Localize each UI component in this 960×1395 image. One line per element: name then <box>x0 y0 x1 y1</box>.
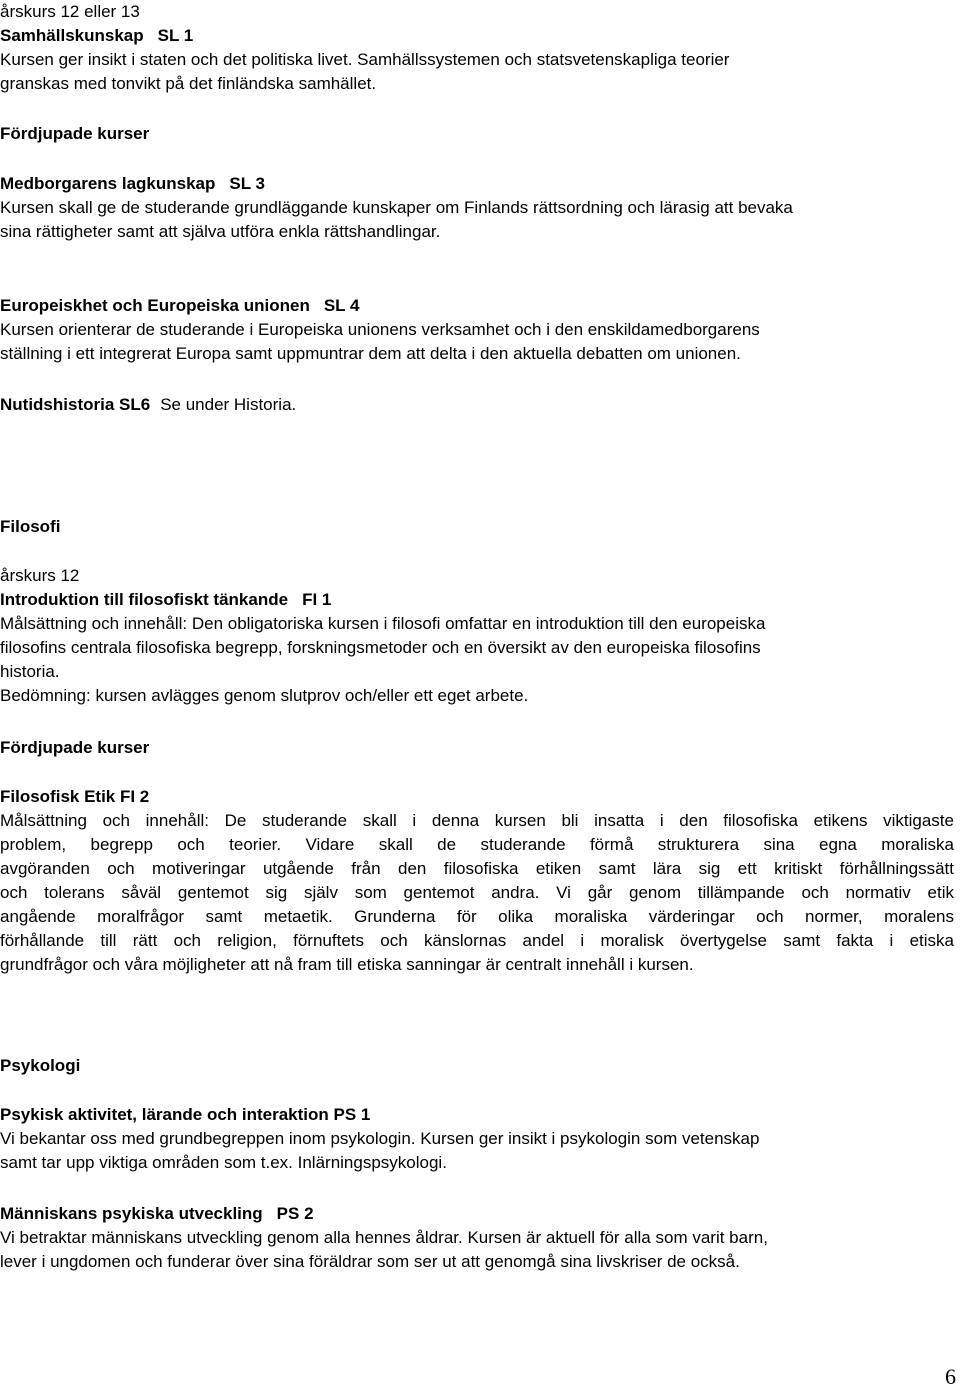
course-title: Medborgarens lagkunskap <box>0 174 216 193</box>
description-line: grundfrågor och våra möjligheter att nå fram till etiska sanningar är centralt innehåll i kursen. <box>0 955 694 974</box>
course-title: Introduktion till filosofiskt tänkande <box>0 590 289 609</box>
samhallskunskap-section <box>0 0 956 96</box>
course-description <box>0 809 956 977</box>
course-filosofisk-etik <box>0 785 956 977</box>
section-heading: Psykologi <box>0 1056 81 1075</box>
course-heading <box>0 172 956 196</box>
course-title: Människans psykiska utveckling <box>0 1204 263 1223</box>
course-description: Kursen skall ge de studerande grundläggande kunskaper om Finlands rättsordning och lärasig att bevaka <box>0 198 793 217</box>
course-nutidshistoria <box>0 393 956 417</box>
course-description: ställning i ett integrerat Europa samt uppmuntrar dem att delta i den aktuella debatten om unionen. <box>0 344 741 363</box>
course-heading <box>0 294 956 318</box>
grade-label: årskurs 12 eller 13 <box>0 2 140 21</box>
course-code: SL 3 <box>229 174 265 193</box>
description-line: avgöranden och motiveringar utgående från den filosofiska etiken samt lära sig ett kritiskt förhållningssätt <box>0 859 954 878</box>
course-description: Vi bekantar oss med grundbegreppen inom psykologin. Kursen ger insikt i psykologin som vetenskap <box>0 1129 760 1148</box>
course-description: lever i ungdomen och funderar över sina föräldrar som ser ut att genomgå sina livskriser de också. <box>0 1252 740 1271</box>
course-europeiskhet <box>0 294 956 366</box>
course-psykisk-aktivitet <box>0 1103 956 1175</box>
course-title: Psykisk aktivitet, lärande och interaktion PS 1 <box>0 1105 371 1124</box>
course-code: SL 4 <box>323 296 360 315</box>
section-heading: Fördjupade kurser <box>0 124 150 143</box>
course-description: samt tar upp viktiga områden som t.ex. Inlärningspsykologi. <box>0 1153 447 1172</box>
grade-label: årskurs 12 <box>0 566 80 585</box>
section-heading: Filosofi <box>0 517 61 536</box>
course-description: sina rättigheter samt att själva utföra enkla rättshandlingar. <box>0 222 441 241</box>
course-psykiska-utveckling <box>0 1202 956 1274</box>
page-number: 6 <box>945 1364 956 1389</box>
description-line: problem, begrepp och teorier. Vidare skall de studerande förmå strukturera sina egna moraliska <box>0 835 954 854</box>
course-code: SL 1 <box>157 26 194 45</box>
course-medborgarens-lagkunskap <box>0 172 956 244</box>
course-title: Europeiskhet och Europeiska unionen <box>0 296 310 315</box>
course-assessment: Bedömning: kursen avlägges genom slutprov och/eller ett eget arbete. <box>0 686 529 705</box>
course-description: Vi betraktar människans utveckling genom alla hennes åldrar. Kursen är aktuell för alla som varit barn, <box>0 1228 768 1247</box>
description-line: angående moralfrågor samt metaetik. Grunderna för olika moraliska värderingar och normer, moralens <box>0 907 954 926</box>
section-heading: Fördjupade kurser <box>0 738 150 757</box>
course-code: FI 1 <box>302 590 332 609</box>
course-title: Samhällskunskap <box>0 26 144 45</box>
course-description: granskas med tonvikt på det finländska samhället. <box>0 74 377 93</box>
course-description: historia. <box>0 662 60 681</box>
course-description: filosofins centrala filosofiska begrepp, forskningsmetoder och en översikt av den europeiska filosofins <box>0 638 761 657</box>
course-heading <box>0 24 956 48</box>
course-description: Kursen orienterar de studerande i Europeiska unionens verksamhet och i den enskildamedborgarens <box>0 320 760 339</box>
course-title: Filosofisk Etik FI 2 <box>0 787 150 806</box>
course-description: Målsättning och innehåll: Den obligatoriska kursen i filosofi omfattar en introduktion till den europeiska <box>0 614 766 633</box>
course-title: Nutidshistoria SL6 <box>0 395 151 414</box>
description-line: förhållande till rätt och religion, förnuftets och känslornas andel i moralisk övertygelse samt fakta i etiska <box>0 931 954 950</box>
course-code: PS 2 <box>276 1204 314 1223</box>
course-heading <box>0 588 956 612</box>
course-heading <box>0 1202 956 1226</box>
description-line: och tolerans såväl gentemot sig själv som gentemot andra. Vi går genom tillämpande och normativ etik <box>0 883 954 902</box>
course-note: Se under Historia. <box>160 395 297 414</box>
description-line: Målsättning och innehåll: De studerande skall i denna kursen bli insatta i den filosofiska etikens viktigaste <box>0 811 954 830</box>
course-description: Kursen ger insikt i staten och det politiska livet. Samhällssystemen och statsvetenskapliga teorier <box>0 50 730 69</box>
course-filosofi-intro <box>0 564 956 708</box>
